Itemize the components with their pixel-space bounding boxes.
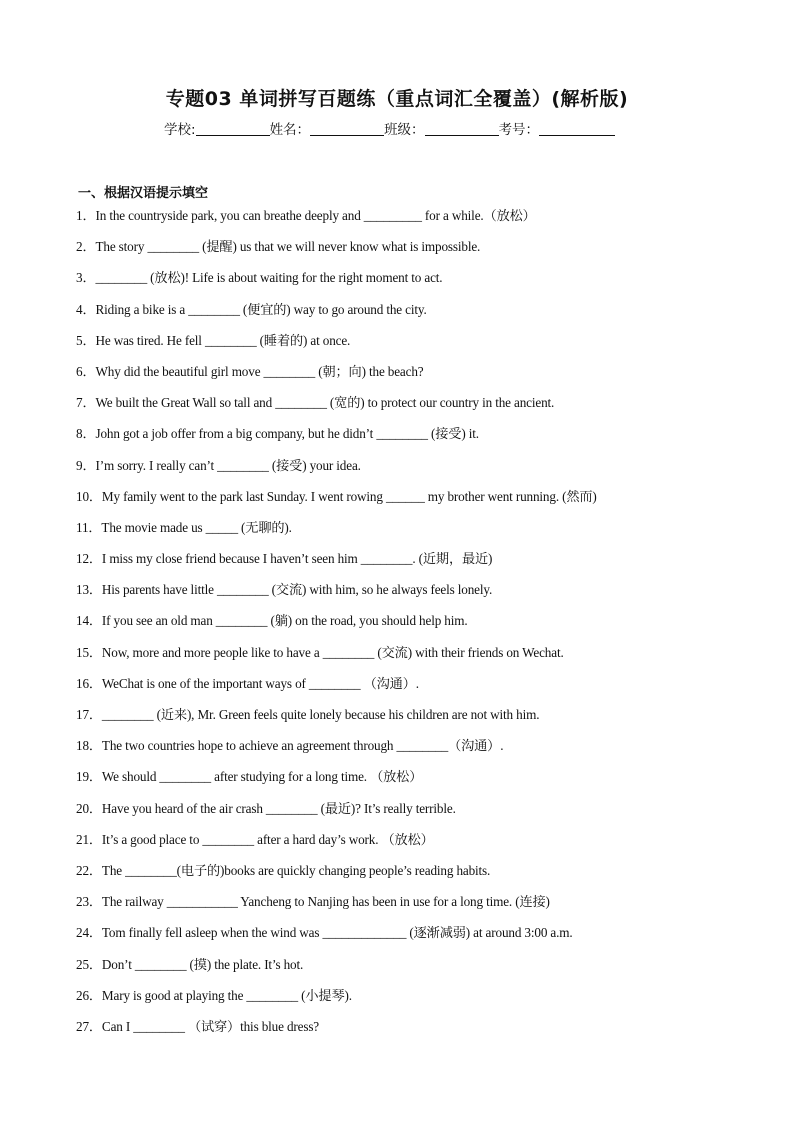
class-label: 班级： xyxy=(384,122,425,138)
question-item: 10．My family went to the park last Sunday. I went rowing ______ my brother went running. (然而) xyxy=(76,488,597,504)
question-item: 21．It’s a good place to ________ after a hard day’s work. （放松） xyxy=(76,831,434,847)
question-item: 23．The railway ___________ Yancheng to Nanjing has been in use for a long time. (连接) xyxy=(76,894,550,910)
question-item: 22．The ________(电子的)books are quickly changing people’s reading habits. xyxy=(76,862,491,878)
question-item: 5．He was tired. He fell ________ (睡着的) at once. xyxy=(76,332,351,348)
page-title: 专题03 单词拼写百题练（重点词汇全覆盖）(解析版) xyxy=(165,88,629,110)
question-item: 12．I miss my close friend because I haven’t seen him ________. (近期，最近) xyxy=(76,551,493,567)
school-label: 学校: xyxy=(164,122,196,138)
question-item: 17．________ (近来), Mr. Green feels quite lonely because his children are not with him. xyxy=(76,707,540,722)
question-item: 3．________ (放松)! Life is about waiting for the right moment to act. xyxy=(76,270,443,286)
question-item: 25．Don’t ________ (摸) the plate. It’s hot. xyxy=(76,956,304,972)
question-list xyxy=(76,205,736,1047)
question-item: 16．WeChat is one of the important ways of ________ （沟通）. xyxy=(76,675,419,691)
question-item: 26．Mary is good at playing the ________ (小提琴). xyxy=(76,987,352,1003)
question-item: 19．We should ________ after studying for a long time. （放松） xyxy=(76,769,423,785)
name-label: 姓名： xyxy=(269,122,311,138)
class-blank xyxy=(425,121,499,136)
school-blank xyxy=(196,121,270,136)
question-item: 8．John got a job offer from a big company, but he didn’t ________ (接受) it. xyxy=(76,426,479,442)
section-title: 一、根据汉语提示填空 xyxy=(78,186,209,201)
exam-no-blank xyxy=(539,121,615,136)
question-item: 7．We built the Great Wall so tall and ________ (宽的) to protect our country in the ancient. xyxy=(76,395,555,411)
question-item: 4．Riding a bike is a ________ (便宜的) way to go around the city. xyxy=(76,301,427,317)
question-item: 13．His parents have little ________ (交流) with him, so he always feels lonely. xyxy=(76,582,493,598)
question-item: 24．Tom finally fell asleep when the wind was _____________ (逐渐减弱) at around 3:00 a.m. xyxy=(76,925,573,941)
question-item: 6．Why did the beautiful girl move ________ (朝；向) the beach? xyxy=(76,363,424,379)
question-item: 1．In the countryside park, you can breathe deeply and _________ for a while.（放松） xyxy=(76,208,536,223)
name-blank xyxy=(310,121,384,136)
exam-no-label: 考号： xyxy=(498,122,540,138)
question-item: 18．The two countries hope to achieve an agreement through ________（沟通）. xyxy=(76,738,504,754)
question-item: 2．The story ________ (提醒) us that we will never know what is impossible. xyxy=(76,239,481,255)
question-item: 11．The movie made us _____ (无聊的). xyxy=(76,519,292,535)
question-item: 15．Now, more and more people like to have a ________ (交流) with their friends on Wechat. xyxy=(76,644,564,660)
question-item: 27．Can I ________ （试穿）this blue dress? xyxy=(76,1018,320,1034)
question-item: 20．Have you heard of the air crash ________ (最近)? It’s really terrible. xyxy=(76,800,456,816)
student-info-line xyxy=(164,118,684,138)
question-item: 14．If you see an old man ________ (躺) on the road, you should help him. xyxy=(76,613,468,629)
question-item: 9．I’m sorry. I really can’t ________ (接受) your idea. xyxy=(76,457,361,473)
